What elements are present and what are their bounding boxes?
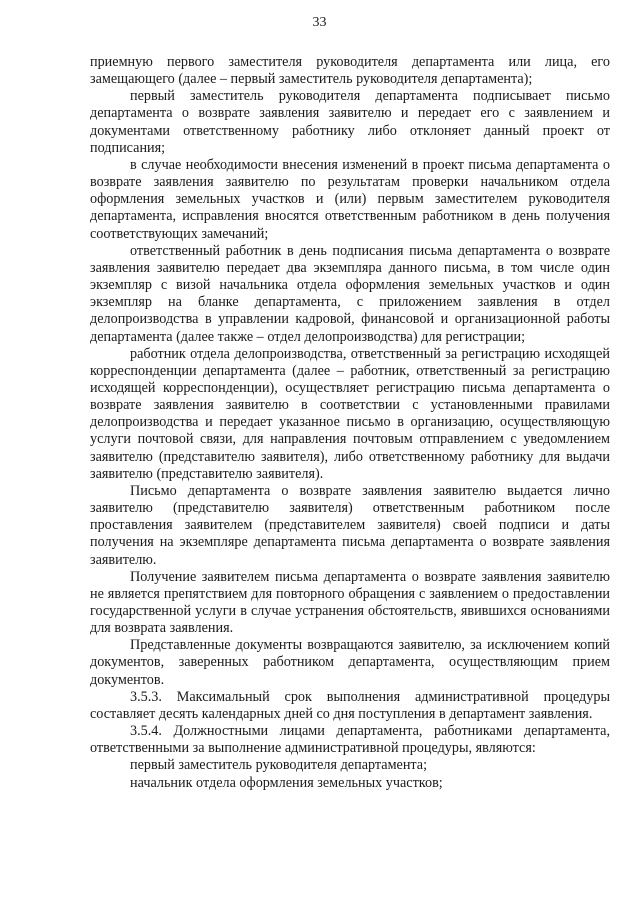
paragraph: работник отдела делопроизводства, ответственный за регистрацию исходящей корреспонденции департамента (далее – работник, ответственный за регистрацию исходящей корреспонденции), осуществляет регистрацию письма департамента о возврате заявления заявителю в соответствии с установленными правилами делопроизводства и передает указанное письмо в организацию, осуществляющую услуги почтовой связи, для направления почтовым отправлением с уведомлением заявителю (представителю заявителя), либо ответственному работнику для выдачи заявителю (представителю заявителя). (90, 345, 610, 482)
paragraph: ответственный работник в день подписания письма департамента о возврате заявления заявителю передает два экземпляра данного письма, в том числе один экземпляр с визой начальника отдела оформления земельных участков и один экземпляр на бланке департамента, с приложением заявления в отдел делопроизводства в управлении кадровой, финансовой и организационной работы департамента (далее также – отдел делопроизводства) для регистрации; (90, 242, 610, 345)
paragraph: 3.5.4. Должностными лицами департамента, работниками департамента, ответственными за выполнение административной процедуры, являются: (90, 723, 610, 757)
paragraph: приемную первого заместителя руководителя департамента или лица, его замещающего (далее – первый заместитель руководителя департамента); (90, 54, 610, 88)
paragraph: первый заместитель руководителя департамента подписывает письмо департамента о возврате заявления заявителю и передает его с заявлением и документами ответственному работнику либо отклоняет данный проект от подписания; (90, 88, 610, 156)
page-number: 33 (312, 15, 327, 30)
paragraph: начальник отдела оформления земельных участков; (130, 774, 443, 791)
paragraph: Представленные документы возвращаются заявителю, за исключением копий документов, заверенных работником департамента, осуществляющим прием документов. (90, 637, 610, 688)
body-text (90, 54, 610, 792)
paragraph: 3.5.3. Максимальный срок выполнения административной процедуры составляет десять календарных дней со дня поступления в департамент заявления. (90, 688, 610, 722)
paragraph: первый заместитель руководителя департамента; (130, 757, 428, 774)
paragraph: Письмо департамента о возврате заявления заявителю выдается лично заявителю (представителю заявителя) ответственным работником после проставления заявителем (представителем заявителя) своей подписи и даты получения на экземпляре департамента письма департамента о возврате заявления заявителю. (90, 482, 610, 568)
paragraph: в случае необходимости внесения изменений в проект письма департамента о возврате заявления заявителю по результатам проверки начальником отдела оформления земельных участков и (или) первым заместителем руководителя департамента, исправления вносятся ответственным работником в день получения соответствующих замечаний; (90, 156, 610, 242)
paragraph: Получение заявителем письма департамента о возврате заявления заявителю не является препятствием для повторного обращения с заявлением о предоставлении государственной услуги в случае устранения обстоятельств, явившихся основаниями для возврата заявления. (90, 568, 610, 637)
